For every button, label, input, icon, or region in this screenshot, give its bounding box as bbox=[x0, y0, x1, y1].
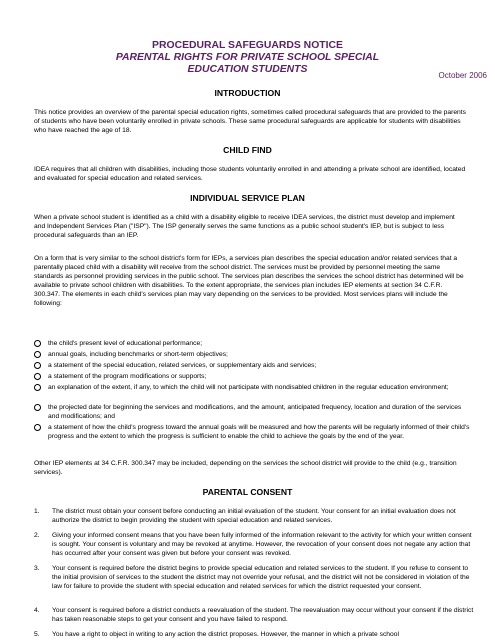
list-item: 4. Your consent is required before a district conducts a reevaluation of the student. The reevaluation may occur without your consent if the district has taken reasonable steps to get your consent and you have failed to respond. bbox=[34, 607, 474, 623]
circle-bullet-icon bbox=[34, 351, 41, 358]
list-item: the child's present level of educational performance; bbox=[34, 339, 474, 350]
list-item: 2. Giving your informed consent means that you have been fully informed of the information relevant to the activity for which your written consent is sought. Your consent is voluntary and may be revoked at anytime. However, the revocation of your consent does not negate any action that has occurred after your consent was given but before your consent was revoked. bbox=[34, 532, 472, 557]
list-item: a statement of the program modifications or supports; bbox=[34, 372, 474, 383]
isp-element-list bbox=[34, 339, 474, 452]
child-find-heading: CHILD FIND bbox=[223, 145, 272, 155]
circle-bullet-icon bbox=[34, 362, 41, 369]
document-subtitle-continued: EDUCATION STUDENTS bbox=[187, 64, 308, 75]
list-item: 3. Your consent is required before the district begins to provide special education and related services to the student. If you refuse to consent to the initial provision of services to the student the district may not override your refusal, and the district will not be considered in violation of the law for failure to provide the student with special education and related services for which the district requested your consent. bbox=[34, 565, 470, 590]
list-item: the projected date for beginning the services and modifications, and the amount, anticipated frequency, location and duration of the services and modifications; and bbox=[34, 403, 474, 423]
circle-bullet-icon bbox=[34, 340, 41, 347]
document-subtitle: PARENTAL RIGHTS FOR PRIVATE SCHOOL SPECIAL bbox=[115, 52, 380, 63]
introduction-heading: INTRODUCTION bbox=[214, 88, 281, 98]
introduction-text: This notice provides an overview of the parental special education rights, sometimes called procedural safeguards that are provided to the parents of students who have been voluntarily enrolled in private schools. These same procedural safeguards are applicable for students with disabilities who have reached the age of 18. bbox=[34, 109, 466, 134]
list-item: an explanation of the extent, if any, to which the child will not participate with nondisabled children in the regular education environment; bbox=[34, 383, 474, 403]
list-item: 5. You have a right to object in writing to any action the district proposes. However, the manner in which a private school bbox=[34, 631, 399, 638]
circle-bullet-icon bbox=[34, 384, 41, 391]
circle-bullet-icon bbox=[34, 373, 41, 380]
circle-bullet-icon bbox=[34, 404, 41, 411]
child-find-text: IDEA requires that all children with disabilities, including those students voluntarily enrolled in and attending a private school are identified, located and evaluated for special education and related services. bbox=[34, 166, 466, 182]
isp-text-2: On a form that is very similar to the school district's form for IEPs, a services plan describes the special education and/or related services that a parentally placed child with a disability will receive from the school district. The services must be provided by personnel meeting the same standards as personnel providing services in the public school. The services plan describes the services the school district has determined will be available to private school children with disabilities. To the extent appropriate, the services plan includes IEP elements at section 34 C.F.R. 300.347. The elements in each child's services plan may vary depending on the services to be provided. Most services plans will include the following: bbox=[34, 255, 464, 307]
list-item: 1. The district must obtain your consent before conducting an initial evaluation of the student. Your consent for an initial evaluation does not authorize the district to begin providing the student with special education and related services. bbox=[34, 508, 456, 524]
list-item: annual goals, including benchmarks or short-term objectives; bbox=[34, 350, 474, 361]
circle-bullet-icon bbox=[34, 424, 41, 431]
document-date: October 2006 bbox=[438, 71, 487, 80]
list-item: a statement of how the child's progress toward the annual goals will be measured and how the parents will be regularly informed of their child's progress and the extent to which the progress is sufficient to enable the child to achieve the goals by the end of the year. bbox=[34, 423, 474, 452]
consent-heading: PARENTAL CONSENT bbox=[202, 487, 293, 497]
list-item: a statement of the special education, related services, or supplementary aids and services; bbox=[34, 361, 474, 372]
isp-heading: INDIVIDUAL SERVICE PLAN bbox=[190, 193, 305, 203]
isp-text-3: Other IEP elements at 34 C.F.R. 300.347 may be included, depending on the services the school district will provide to the child (e.g., transition services). bbox=[34, 460, 457, 476]
document-title: PROCEDURAL SAFEGUARDS NOTICE bbox=[152, 40, 343, 51]
isp-text-1: When a private school student is identified as a child with a disability eligible to receive IDEA services, the district must develop and implement and Independent Services Plan ("ISP"). The ISP generally serves the same functions as a public school student's IEP, but is subject to less procedural safeguards than an IEP. bbox=[34, 214, 455, 239]
consent-list bbox=[34, 507, 474, 640]
